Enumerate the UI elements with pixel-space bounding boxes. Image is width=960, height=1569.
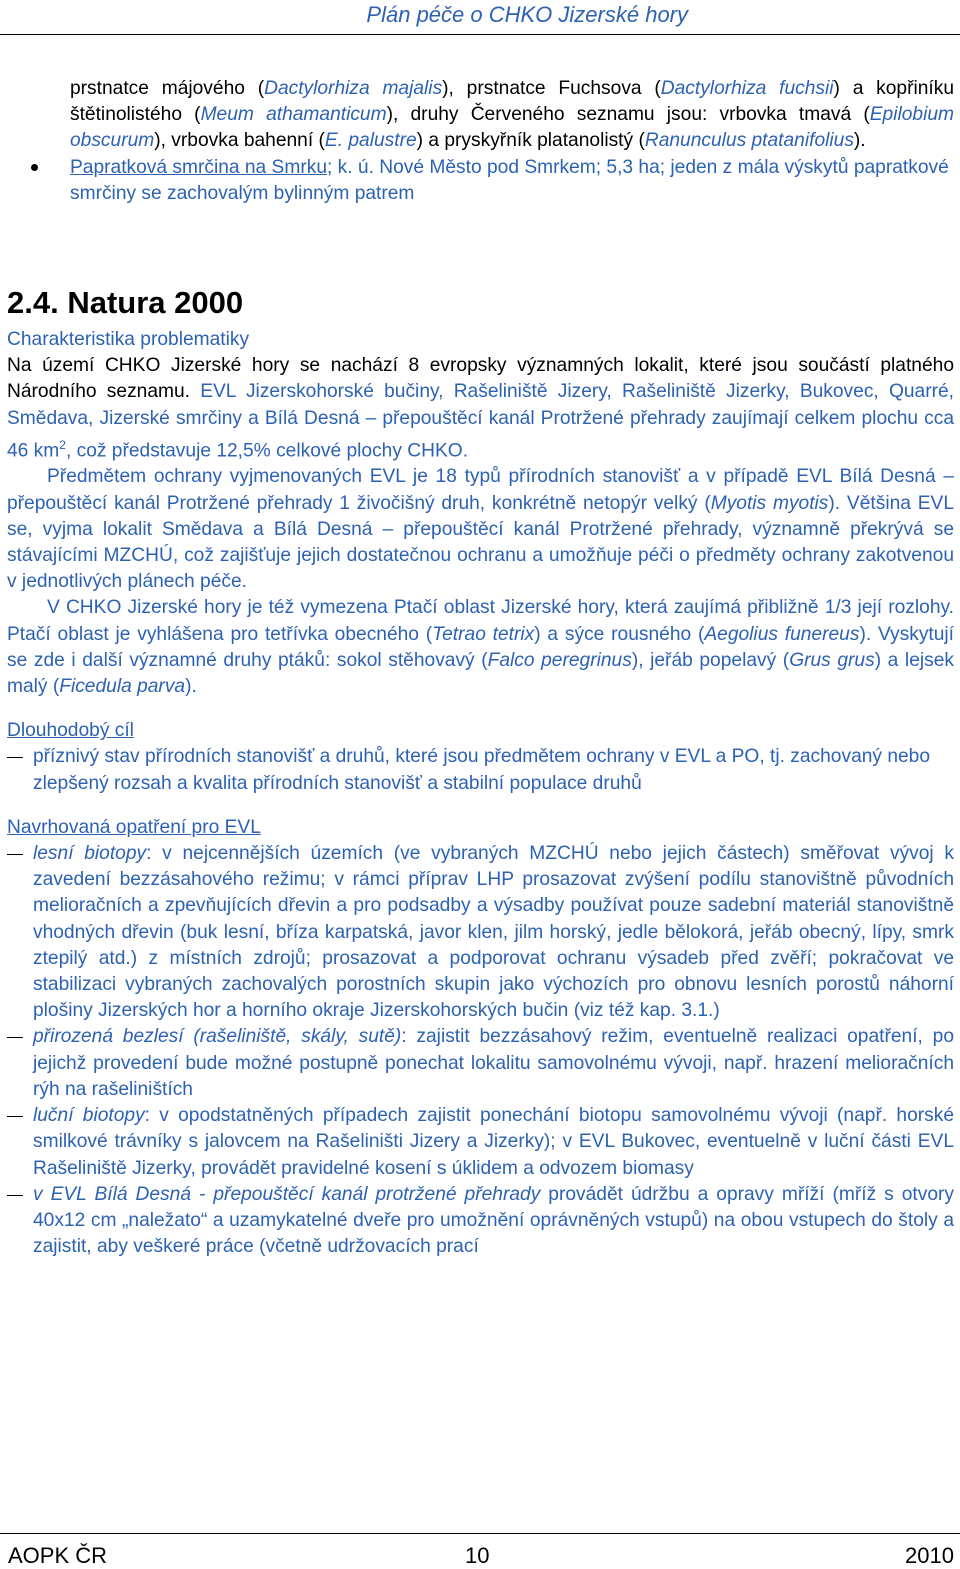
measure-item: lesní biotopy: v nejcennějších územích (ve vybraných MZCHÚ nebo jejich částech) směřovat vývoj k zavedení bezzásahového režimu; v rámci příprav LHP prosazovat zvýšení podílu stanovištně původních melioračních a zpevňujících dřevin a pro podsadby a výsadby používat pouze sadební materiál stanovištně vhodných dřevin (buk lesní, bříza karpatská, javor klen, jilm horský, jedle bělokorá, jeřáb obecný, lípy, smrk ztepilý atd.) z místních zdrojů; prosazovat a podporovat ochranu výsadeb před zvěří; pokračovat ve stabilizaci vybraných zachovalých porostních skupin jako výchozích pro obnovu lesních porostů náhorní plošiny Jizerských hor a horního okraje Jizerskohorských bučin (viz též kap. 3.1.) [33, 843, 955, 1022]
intro-continuation [7, 76, 954, 207]
goal-heading: Dlouhodobý cíl [7, 720, 134, 742]
bullet-item: Papratková smrčina na Smrku; k. ú. Nové Město pod Smrkem; 5,3 ha; jeden z mála výskytů papratkové smrčiny se zachovalým bylinným patrem [70, 156, 949, 204]
footer-rule [0, 1533, 960, 1534]
goal-item: příznivý stav přírodních stanovišť a druhů, které jsou předmětem ochrany v EVL a PO, tj. zachovaný nebo zlepšený rozsah a kvalita přírodních stanovišť a stabilní populace druhů [33, 746, 931, 794]
natura-paragraph-2: Předmětem ochrany vyjmenovaných EVL je 18 typů přírodních stanovišť a v případě EVL Bílá Desná – přepouštěcí kanál Protržené přehrady 1 živočišný druh, konkrétně netopýr velký (Myotis myotis). Většina EVL se, vyjma lokalit Smědava a Bílá Desná – přepouštěcí kanál Protržené přehrady, významně překrývá se stávajícími MZCHÚ, což zajišťuje jejich dostatečnou ochranu a umožňuje péči o předměty ochrany zakotvenou v jednotlivých plánech péče. [7, 466, 955, 593]
section-subheading: Charakteristika problematiky [7, 329, 250, 351]
measures-heading: Navrhovaná opatření pro EVL [7, 816, 261, 838]
page-header [0, 0, 960, 38]
natura-paragraph-1: Na území CHKO Jizerské hory se nachází 8 evropsky významných lokalit, které jsou součástí platného Národního seznamu. EVL Jizerskohorské bučiny, Rašeliniště Jizery, Rašeliniště Jizerky, Bukovec, Quarré, Smědava, Jizerské smrčiny a Bílá Desná – přepouštěcí kanál Protržené přehrady zaujímají celkem plochu cca 46 $km^2$, což představuje 12,5% celkové plochy CHKO. [7, 355, 954, 462]
page-number: 10 [465, 1543, 490, 1568]
header-rule [0, 34, 960, 35]
measure-item: luční biotopy: v opodstatněných případech zajistit ponechání biotopu samovolnému vývoji (např. horské smilkové trávníky s jalovcem na Rašeliništi Jizery a Jizerky); v EVL Bukovec, eventuelně v luční části EVL Rašeliniště Jizerky, provádět pravidelné kosení s úklidem a odvozem biomasy [33, 1105, 955, 1179]
intro-paragraph: prstnatce májového (Dactylorhiza majalis), prstnatce Fuchsova (Dactylorhiza fuchsii) a kopřiníku štětinolistého (Meum athamanticum), druhy Červeného seznamu jsou: vrbovka tmavá (Epilobium obscurum), vrbovka bahenní (E. palustre) a pryskyřník platanolistý (Ranunculus ptatanifolius). [70, 78, 955, 152]
measure-item: přirozená bezlesí (rašeliniště, skály, sutě): zajistit bezzásahový režim, eventuelně realizaci opatření, po jejichž provedení bude možné postupně ponechat lokalitu samovolnému vývoji, např. hrazení melioračních rýh na rašeliništích [33, 1026, 954, 1100]
footer-year: 2010 [905, 1543, 954, 1568]
measure-item: v EVL Bílá Desná - přepouštěcí kanál protržené přehrady provádět údržbu a opravy mříží (mříž s otvory 40x12 cm „naležato“ a uzamykatelné dveře pro umožnění oprávněných vstupů) na obou vstupech do štoly a zajistit, aby veškeré práce (včetně udržovacích prací [33, 1183, 954, 1258]
natura-paragraph-3: V CHKO Jizerské hory je též vymezena Ptačí oblast Jizerské hory, která zaujímá přibližně 1/3 její rozlohy. Ptačí oblast je vyhlášena pro tetřívka obecného (Tetrao tetrix) a sýce rousného (Aegolius funereus). Vyskytují se zde i další významné druhy ptáků: sokol stěhovavý (Falco peregrinus), jeřáb popelavý (Grus grus) a lejsek malý (Ficedula parva). [7, 597, 955, 698]
section-heading: 2.4. Natura 2000 [7, 285, 244, 321]
header-title: Plán péče o CHKO Jizerské hory [366, 2, 688, 27]
footer-organization: AOPK ČR [8, 1543, 108, 1568]
page-footer [0, 1533, 960, 1568]
document-body [7, 76, 954, 1260]
locality-link[interactable]: Papratková smrčina na Smrku [70, 156, 327, 178]
